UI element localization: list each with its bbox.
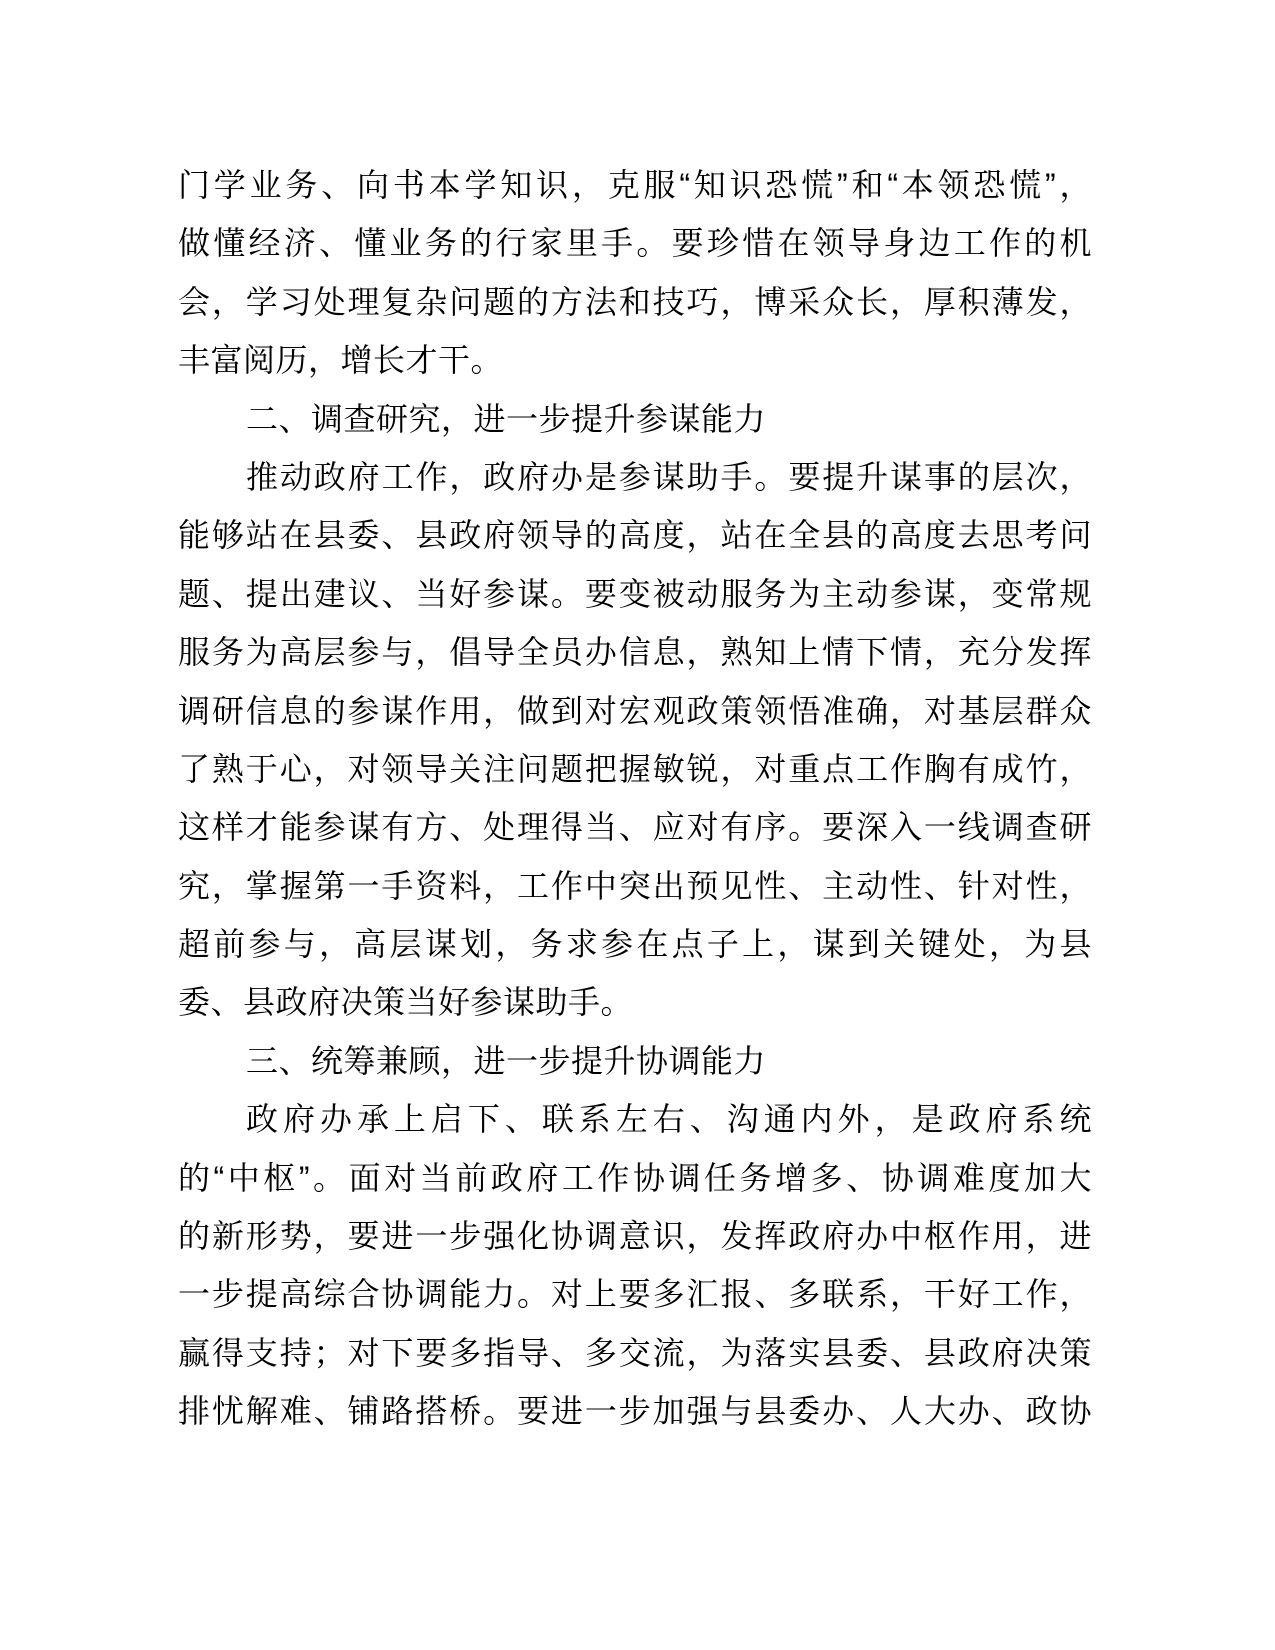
section-heading-line: 二、调查研究，进一步提升参谋能力 <box>246 400 767 437</box>
text-line: 做懂经济、懂业务的行家里手。要珍惜在领导身边工作的机 <box>178 225 1092 262</box>
text-line: 一步提高综合协调能力。对上要多汇报、多联系，干好工作， <box>178 1276 1092 1313</box>
text-line: 政府办承上启下、联系左右、沟通内外，是政府系统 <box>246 1101 1092 1138</box>
text-line: 能够站在县委、县政府领导的高度，站在全县的高度去思考问 <box>178 517 1092 554</box>
text-line: 服务为高层参与，倡导全员办信息，熟知上情下情，充分发挥 <box>178 634 1092 671</box>
text-line: 排忧解难、铺路搭桥。要进一步加强与县委办、人大办、政协 <box>178 1393 1092 1430</box>
text-line: 的新形势，要进一步强化协调意识，发挥政府办中枢作用，进 <box>178 1218 1092 1255</box>
text-line: 赢得支持；对下要多指导、多交流，为落实县委、县政府决策 <box>178 1334 1092 1371</box>
text-line: 丰富阅历，增长才干。 <box>178 342 504 379</box>
text-line: 究，掌握第一手资料，工作中突出预见性、主动性、针对性， <box>178 867 1092 904</box>
text-line: 的“中枢”。面对当前政府工作协调任务增多、协调难度加大 <box>178 1159 1092 1196</box>
text-line: 调研信息的参谋作用，做到对宏观政策领悟准确，对基层群众 <box>178 692 1092 729</box>
text-line: 了熟于心，对领导关注问题把握敏锐，对重点工作胸有成竹， <box>178 750 1092 787</box>
document-body <box>178 156 1092 1441</box>
text-line: 门学业务、向书本学知识，克服“知识恐慌”和“本领恐慌”， <box>178 167 1092 203</box>
text-line: 推动政府工作，政府办是参谋助手。要提升谋事的层次， <box>246 458 1092 495</box>
text-line: 会，学习处理复杂问题的方法和技巧，博采众长，厚积薄发， <box>178 283 1092 320</box>
text-line: 这样才能参谋有方、处理得当、应对有序。要深入一线调查研 <box>178 809 1092 846</box>
text-line: 超前参与，高层谋划，务求参在点子上，谋到关键处，为县 <box>178 926 1092 963</box>
text-line: 委、县政府决策当好参谋助手。 <box>178 984 634 1021</box>
text-line: 题、提出建议、当好参谋。要变被动服务为主动参谋，变常规 <box>178 575 1092 612</box>
section-heading-line: 三、统筹兼顾，进一步提升协调能力 <box>246 1042 767 1079</box>
